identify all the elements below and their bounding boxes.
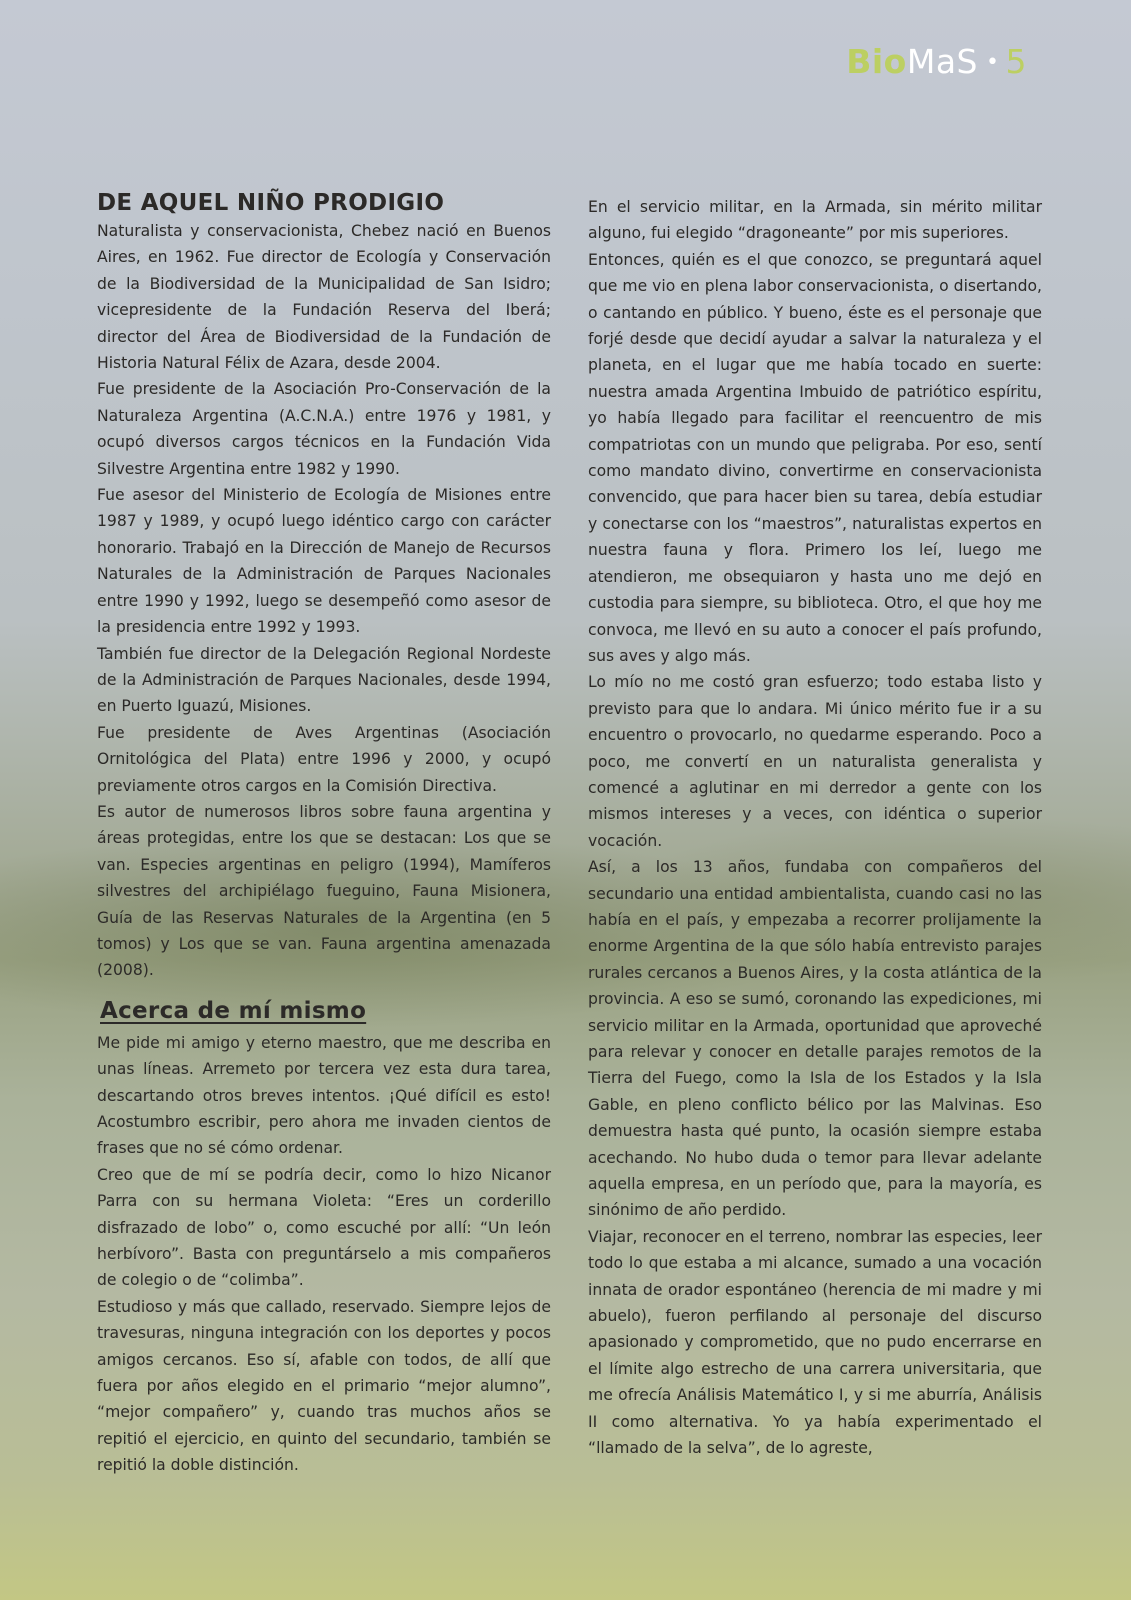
paragraph: Lo mío no me costó gran esfuerzo; todo estaba listo y previsto para que lo andara. Mi único mérito fue ir a su encuentro o provocarlo, no quedarme esperando. Poco a poco, me convertí en un naturalista generalista y comencé a aglutinar en mi derredor a gente con los mismos intereses y a veces, con idéntica o superior vocación. [588,673,1042,850]
section-title: DE AQUEL NIÑO PRODIGIO [97,190,445,216]
paragraph: Fue asesor del Ministerio de Ecología de Misiones entre 1987 y 1989, y ocupó luego idéntico cargo con carácter honorario. Trabajó en la Dirección de Manejo de Recursos Naturales de la Administración de Parques Nacionales entre 1990 y 1992, luego se desempeñó como asesor de la presidencia entre 1992 y 1993. [97,486,551,637]
brand-bio: Bio [846,42,907,81]
paragraph: Fue presidente de la Asociación Pro-Conservación de la Naturaleza Argentina (A.C.N.A.) entre 1976 y 1981, y ocupó diversos cargos técnicos en la Fundación Vida Silvestre Argentina entre 1982 y 1990. [97,380,551,478]
paragraph: Creo que de mí se podría decir, como lo hizo Nicanor Parra con su hermana Violeta: “Eres un corderillo disfrazado de lobo” o, como escuché por allí: “Un león herbívoro”. Basta con preguntárselo a mis compañeros de colegio o de “colimba”. [97,1165,551,1290]
paragraph: En el servicio militar, en la Armada, sin mérito militar alguno, fui elegido “dragoneante” por mis superiores. [588,198,1042,243]
paragraph: Estudioso y más que callado, reservado. Siempre lejos de travesuras, ninguna integración con los deportes y pocos amigos cercanos. Eso sí, afable con todos, de allí que fuera por años elegido en el primario “mejor alumno”, “mejor compañero” y, cuando tras muchos años se repitió el ejercicio, en quinto del secundario, también se repitió la doble distinción. [97,1297,551,1475]
subsection-title: Acerca de mí mismo [100,997,367,1024]
paragraph: Me pide mi amigo y eterno maestro, que me describa en unas líneas. Arremeto por tercera vez esta dura tarea, descartando otros breves intentos. ¡Qué difícil es esto! Acostumbro escribir, pero ahora me invaden cientos de frases que no sé cómo ordenar. [97,1033,551,1158]
paragraph: También fue director de la Delegación Regional Nordeste de la Administración de Parques Nacionales, desde 1994, en Puerto Iguazú, Misiones. [97,644,551,716]
page-number: 5 [1005,42,1027,81]
paragraph: Fue presidente de Aves Argentinas (Asociación Ornitológica del Plata) entre 1996 y 2000, y ocupó previamente otros cargos en la Comisión Directiva. [97,723,551,795]
brand-mas: MaS [906,42,979,81]
header-bullet: • [986,50,1000,75]
right-column [588,194,1042,1462]
magazine-header [846,42,1027,81]
paragraph: Entonces, quién es el que conozco, se preguntará aquel que me vio en plena labor conservacionista, o disertando, o cantando en público. Y bueno, éste es el personaje que forjé desde que decidí ayudar a salvar la naturaleza y el planeta, en el lugar que me había tocado en suerte: nuestra amada Argentina Imbuido de patriótico espíritu, yo había llegado para facilitar el reencuentro de mis compatriotas con un mundo que peligraba. Por eso, sentí como mandato divino, convertirme en conservacionista convencido, que para hacer bien su tarea, debía estudiar y conectarse con los “maestros”, naturalistas expertos en nuestra fauna y flora. Primero los leí, luego me atendieron, me obsequiaron y hasta uno me dejó en custodia para siempre, su biblioteca. Otro, el que hoy me convoca, me llevó en su auto a conocer el país profundo, sus aves y algo más. [588,250,1042,665]
paragraph: Así, a los 13 años, fundaba con compañeros del secundario una entidad ambientalista, cuando casi no las había en el país, y empezaba a recorrer prolijamente la enorme Argentina de la que sólo había entrevisto parajes rurales cercanos a Buenos Aires, y la costa atlántica de la provincia. A eso se sumó, coronando las expediciones, mi servicio militar en la Armada, oportunidad que aproveché para relevar y conocer en detalle parajes remotos de la Tierra del Fuego, como la Isla de los Estados y la Isla Gable, en pleno conflicto bélico por las Malvinas. Eso demuestra hasta qué punto, la ocasión siempre estaba acechando. No hubo duda o temor para llevar adelante aquella empresa, en un período que, para la mayoría, es sinónimo de año perdido. [588,858,1042,1220]
paragraph: Naturalista y conservacionista, Chebez nació en Buenos Aires, en 1962. Fue director de Ecología y Conservación de la Biodiversidad de la Municipalidad de San Isidro; vicepresidente de la Fundación Reserva del Iberá; director del Área de Biodiversidad de la Fundación de Historia Natural Félix de Azara, desde 2004. [97,222,551,373]
left-column [97,190,551,1479]
paragraph: Viajar, reconocer en el terreno, nombrar las especies, leer todo lo que estaba a mi alcance, sumado a una vocación innata de orador espontáneo (herencia de mi madre y mi abuelo), fueron perfilando al personaje del discurso apasionado y comprometido, que no pudo encerrarse en el límite algo estrecho de una carrera universitaria, que me ofrecía Análisis Matemático I, y si me aburría, Análisis II como alternativa. Yo ya había experimentado el “llamado de la selva”, de lo agreste, [588,1227,1042,1458]
paragraph: Es autor de numerosos libros sobre fauna argentina y áreas protegidas, entre los que se destacan: Los que se van. Especies argentinas en peligro (1994), Mamíferos silvestres del archipiélago fueguino, Fauna Misionera, Guía de las Reservas Naturales de la Argentina (en 5 tomos) y Los que se van. Fauna argentina amenazada (2008). [97,802,551,980]
